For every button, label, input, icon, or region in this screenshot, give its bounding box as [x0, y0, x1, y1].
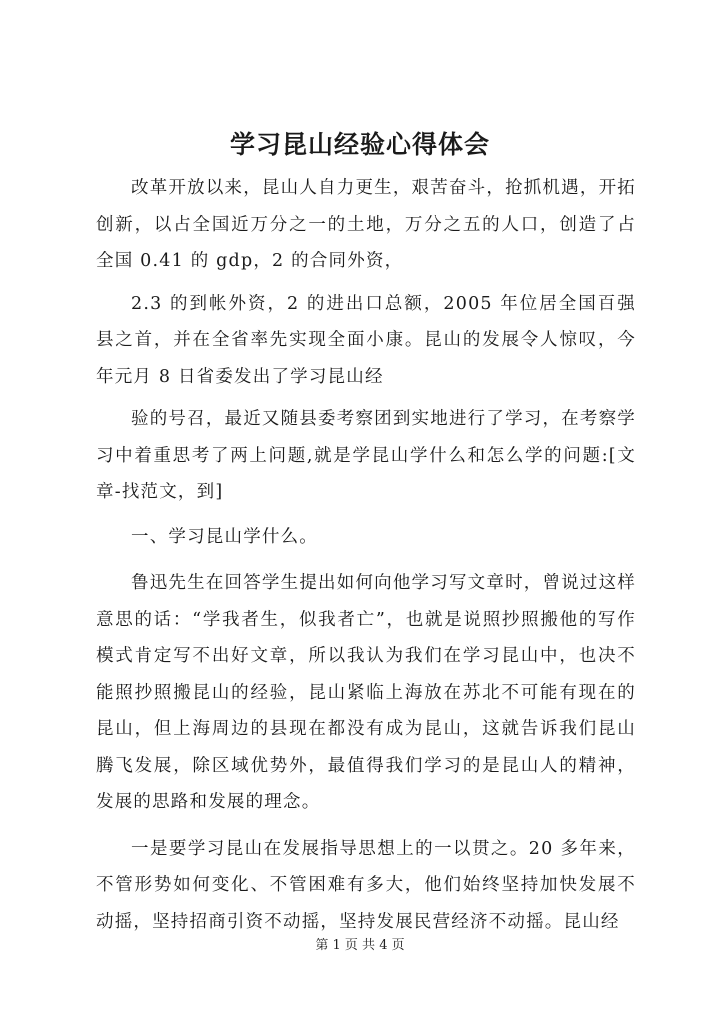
paragraph-1: 改革开放以来，昆山人自力更生，艰苦奋斗，抢抓机遇，开拓创新，以占全国近万分之一的土地，万分之五的人口，创造了占全国 0.41 的 gdp，2 的合同外资， — [96, 178, 636, 271]
section-heading-1: 一、学习昆山学什么。 — [131, 526, 318, 547]
paragraph-2: 2.3 的到帐外资，2 的进出口总额，2005 年位居全国百强县之首，并在全省率先实现全面小康。昆山的发展令人惊叹，今年元月 8 日省委发出了学习昆山经 — [96, 293, 636, 387]
paragraph-3: 验的号召，最近又随县委考察团到实地进行了学习，在考察学习中着重思考了两上问题,就是学昆山学什么和怎么学的问题:[文章-找范文，到] — [96, 409, 636, 502]
paragraph-4: 鲁迅先生在回答学生提出如何向他学习写文章时，曾说过这样意思的话：“学我者生，似我者亡”，也就是说照抄照搬他的写作模式肯定写不出好文章，所以我认为我们在学习昆山中，也决不能照抄照搬昆山的经验，昆山紧临上海放在苏北不可能有现在的昆山，但上海周边的县现在都没有成为昆山，这就告诉我们昆山腾飞发展，除区域优势外，最值得我们学习的是昆山人的精神，发展的思路和发展的理念。 — [96, 573, 636, 812]
document-body — [96, 170, 636, 940]
page-footer: 第 1 页 共 4 页 — [315, 938, 405, 953]
document-title: 学习昆山经验心得体会 — [229, 130, 490, 159]
paragraph-5: 一是要学习昆山在发展指导思想上的一以贯之。20 多年来，不管形势如何变化、不管困难有多大，他们始终坚持加快发展不动摇，坚持招商引资不动摇，坚持发展民营经济不动摇。昆山经 — [96, 838, 636, 932]
